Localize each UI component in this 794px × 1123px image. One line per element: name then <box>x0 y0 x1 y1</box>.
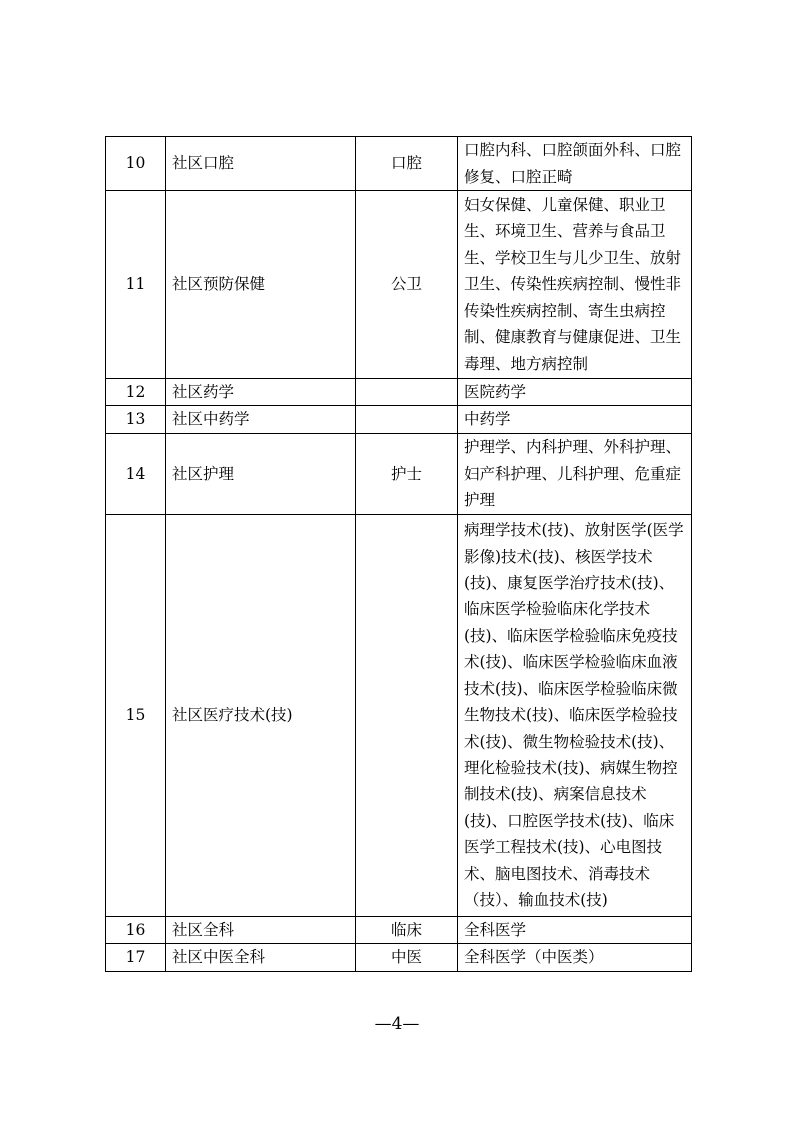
category <box>356 379 458 406</box>
specialty-list <box>458 514 692 916</box>
category <box>356 514 458 916</box>
row-number: 11 <box>106 191 166 379</box>
table-row <box>106 137 692 191</box>
specialty-text: 全科医学 <box>464 920 527 939</box>
category: 临床 <box>356 916 458 943</box>
specialty-list <box>458 191 692 379</box>
field-name: 社区医疗技术(技) <box>166 514 356 916</box>
table-row <box>106 916 692 943</box>
field-name: 社区口腔 <box>166 137 356 191</box>
row-number: 10 <box>106 137 166 191</box>
row-number: 17 <box>106 944 166 971</box>
table-row <box>106 433 692 514</box>
row-number: 16 <box>106 916 166 943</box>
specialty-text: 全科医学（中医类） <box>464 948 604 967</box>
category: 口腔 <box>356 137 458 191</box>
page-number: —4— <box>374 1014 420 1034</box>
table-row <box>106 944 692 971</box>
table-row <box>106 379 692 406</box>
field-name: 社区全科 <box>166 916 356 943</box>
table-row <box>106 191 692 379</box>
specialty-text: 妇女保健、儿童保健、职业卫生、环境卫生、营养与食品卫生、学校卫生与儿少卫生、放射卫生、传染性疾病控制、慢性非传染性疾病控制、寄生虫病控制、健康教育与健康促进、卫生毒理、地方病控制 <box>464 196 682 373</box>
field-name: 社区药学 <box>166 379 356 406</box>
specialty-list <box>458 137 692 191</box>
category: 公卫 <box>356 191 458 379</box>
table-row <box>106 406 692 433</box>
category <box>356 406 458 433</box>
specialty-list <box>458 916 692 943</box>
specialty-list <box>458 944 692 971</box>
table-row <box>106 514 692 916</box>
field-name: 社区护理 <box>166 433 356 514</box>
category: 护士 <box>356 433 458 514</box>
specialty-text: 口腔内科、口腔颌面外科、口腔修复、口腔正畸 <box>464 141 682 186</box>
specialty-list <box>458 379 692 406</box>
row-number: 15 <box>106 514 166 916</box>
field-name: 社区预防保健 <box>166 191 356 379</box>
field-name: 社区中药学 <box>166 406 356 433</box>
specialty-list <box>458 433 692 514</box>
specialty-text: 护理学、内科护理、外科护理、妇产科护理、儿科护理、危重症护理 <box>464 438 682 510</box>
specialty-text: 中药学 <box>464 410 511 429</box>
specialty-table <box>105 136 692 972</box>
field-name: 社区中医全科 <box>166 944 356 971</box>
row-number: 12 <box>106 379 166 406</box>
specialty-text: 医院药学 <box>464 383 527 401</box>
specialty-text: 病理学技术(技)、放射医学(医学影像)技术(技)、核医学技术(技)、康复医学治疗技术(技)、临床医学检验临床化学技术(技)、临床医学检验临床免疫技术(技)、临床医学检验临床血液技术(技)、临床医学检验临床微生物技术(技)、临床医学检验技术(技)、微生物检验技术(技)、理化检验技术(技)、病媒生物控制技术(技)、病案信息技术(技)、口腔医学技术(技)、临床医学工程技术(技)、心电图技术、脑电图技术、消毒技术（技）、输血技术(技) <box>464 521 684 909</box>
row-number: 14 <box>106 433 166 514</box>
specialty-list <box>458 406 692 433</box>
category: 中医 <box>356 944 458 971</box>
row-number: 13 <box>106 406 166 433</box>
